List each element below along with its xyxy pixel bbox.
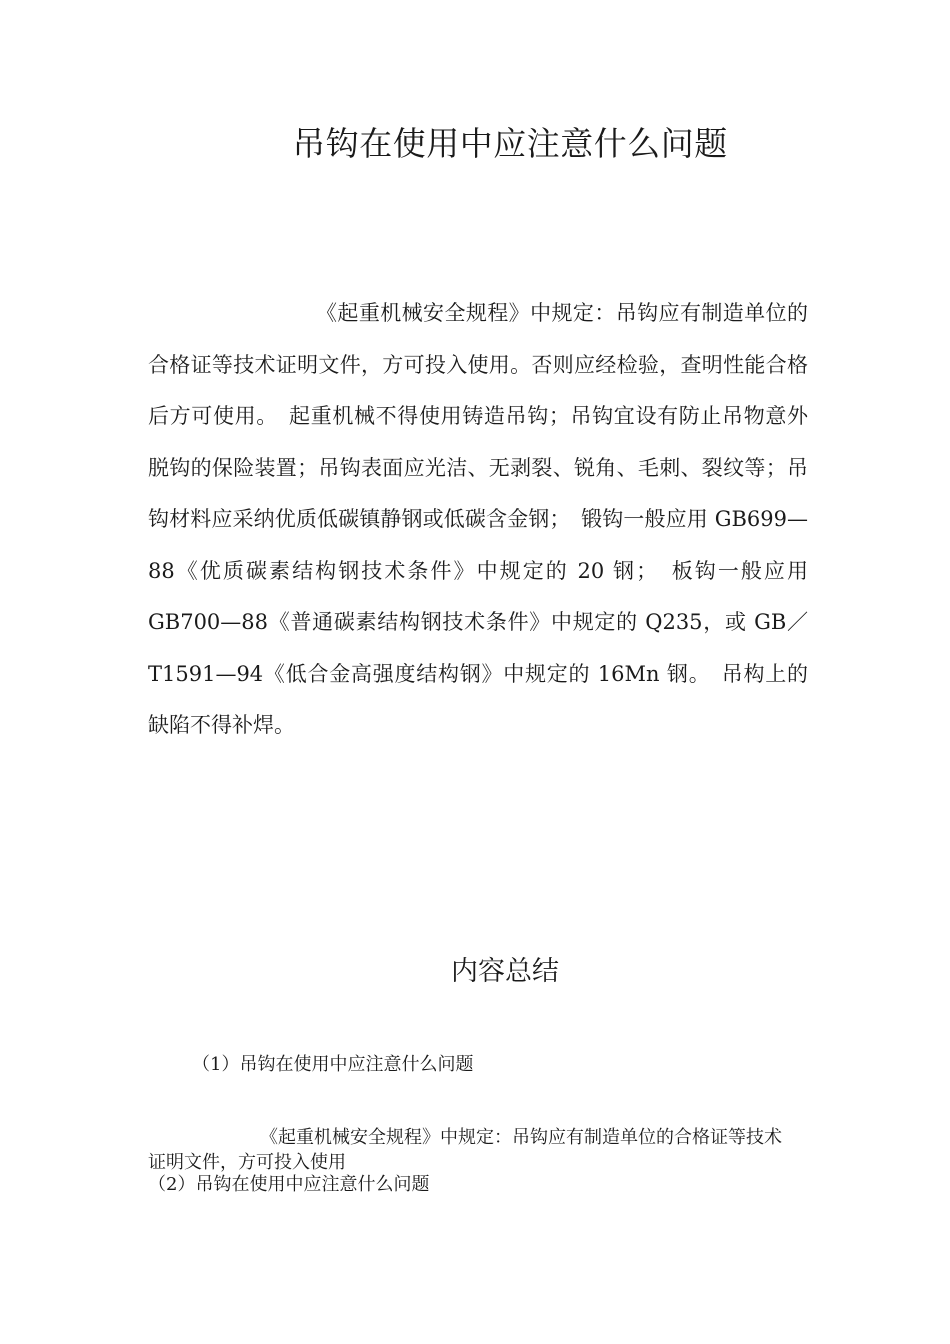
summary-item-1-body: 《起重机械安全规程》中规定：吊钩应有制造单位的合格证等技术证明文件，方可投入使用 [148,1127,782,1173]
document-title: 吊钩在使用中应注意什么问题 [292,124,728,163]
summary-heading: 内容总结 [451,956,559,987]
document-body-paragraph: 《起重机械安全规程》中规定：吊钩应有制造单位的合格证等技术证明文件，方可投入使用。否则应经检验，查明性能合格后方可使用。 起重机械不得使用铸造吊钩；吊钩宜设有防止吊物意外脱钩的保险装置；吊钩表面应光洁、无剥裂、锐角、毛刺、裂纹等；吊钩材料应采纳优质低碳镇静钢或低碳含金钢； 锻钩一般应用 GB699—88《优质碳素结构钢技术条件》中规定的 20 钢； 板钩一般应用 GB700—88《普通碳素结构钢技术条件》中规定的 Q235，或 GB／T1591—94《低合金高强度结构钢》中规定的 16Mn 钢。 吊构上的缺陷不得补焊。 [148,301,808,737]
summary-item-2-title: （2）吊钩在使用中应注意什么问题 [148,1174,430,1195]
summary-item-1-title: （1）吊钩在使用中应注意什么问题 [192,1054,474,1075]
